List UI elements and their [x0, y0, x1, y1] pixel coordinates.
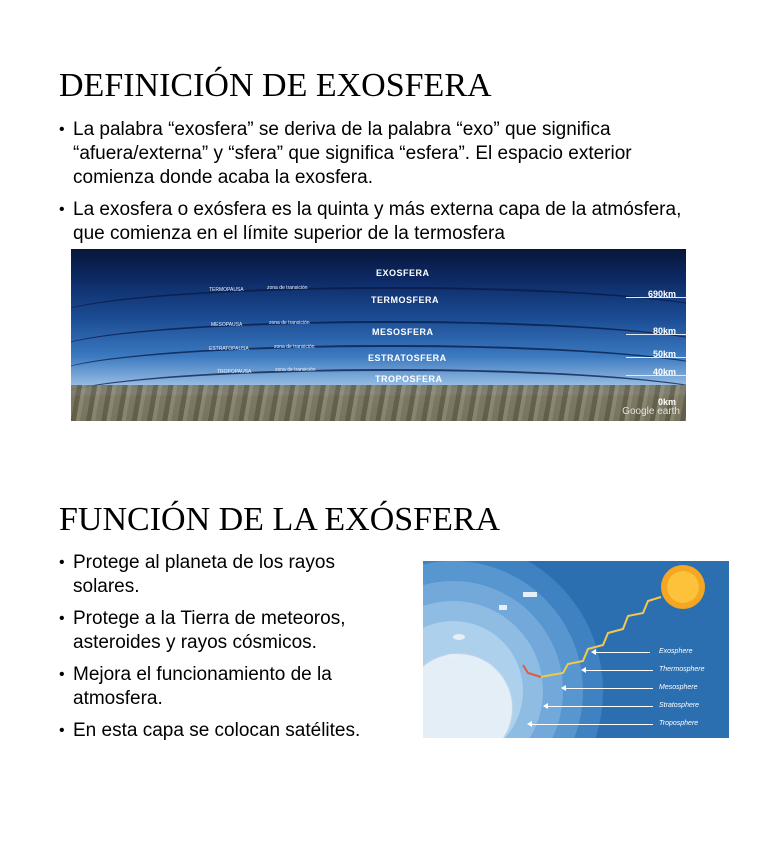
- arrow-thermosphere: [585, 670, 653, 671]
- boundary-label-termopausa: TERMOPAUSA: [209, 287, 244, 293]
- altitude-80km: 80km: [652, 326, 676, 336]
- layer-label-estratosfera: ESTRATOSFERA: [368, 353, 447, 363]
- arrow-stratosphere: [547, 706, 653, 707]
- layer-label-exosphere: Exosphere: [659, 648, 693, 655]
- boundary-label-mesopausa: MESOPAUSA: [211, 322, 243, 328]
- cloud-icon: [445, 654, 461, 660]
- list-item: • La palabra “exosfera” se deriva de la palabra “exo” que significa “afuera/externa” y “sfera” que significa “esfera”. El espacio exterior comienza donde acaba la exosfera.: [59, 118, 699, 190]
- satellite-icon: [499, 605, 507, 610]
- wavy-ray: [541, 597, 661, 677]
- layer-label-stratosphere: Stratosphere: [659, 702, 700, 709]
- list-item: • Protege a la Tierra de meteoros, asteroides y rayos cósmicos.: [59, 607, 389, 655]
- arrow-troposphere: [531, 724, 653, 725]
- section-title-function: FUNCIÓN DE LA EXÓSFERA: [59, 500, 501, 538]
- section-title-definition: DEFINICIÓN DE EXOSFERA: [59, 66, 492, 104]
- transition-label: zona de transición: [267, 285, 308, 291]
- layer-label-termosfera: TERMOSFERA: [371, 295, 439, 305]
- function-bullet-list: [59, 551, 389, 751]
- earth-surface: [71, 385, 686, 421]
- altitude-50km: 50km: [652, 349, 676, 359]
- satellite-icon: [523, 592, 537, 597]
- layer-label-exosfera: EXOSFERA: [376, 268, 430, 278]
- reflected-ray: [523, 665, 541, 677]
- list-item: • Mejora el funcionamiento de la atmosfera.: [59, 663, 389, 711]
- layer-label-troposphere: Troposphere: [659, 720, 699, 727]
- transition-label: zona de transición: [275, 367, 316, 373]
- transition-label: zona de transición: [269, 320, 310, 326]
- altitude-40km: 40km: [652, 367, 676, 377]
- boundary-label-estratopausa: ESTRATOPAUSA: [209, 346, 249, 352]
- list-item: • En esta capa se colocan satélites.: [59, 719, 389, 743]
- arrow-exosphere: [595, 652, 650, 653]
- layer-label-mesosphere: Mesosphere: [659, 684, 698, 691]
- definition-bullet-list: [59, 118, 699, 254]
- arrow-mesosphere: [565, 688, 653, 689]
- layer-label-troposfera: TROPOSFERA: [375, 374, 443, 384]
- plane-icon: [453, 634, 465, 640]
- transition-label: zona de transición: [274, 344, 315, 350]
- boundary-label-tropopausa: TROPOPAUSA: [217, 369, 252, 375]
- layer-label-thermosphere: Thermosphere: [659, 666, 705, 673]
- list-item: • Protege al planeta de los rayos solares.: [59, 551, 389, 599]
- list-item: • La exosfera o exósfera es la quinta y más externa capa de la atmósfera, que comienza en el límite superior de la termosfera: [59, 198, 699, 246]
- altitude-0km: 0km: [657, 397, 676, 407]
- layer-label-mesosfera: MESOSFERA: [372, 327, 434, 337]
- sun-earth-layers-diagram: [423, 561, 729, 738]
- atmosphere-layers-image: [71, 249, 686, 421]
- image-credit: Google earth: [622, 406, 680, 417]
- altitude-690km: 690km: [647, 289, 676, 299]
